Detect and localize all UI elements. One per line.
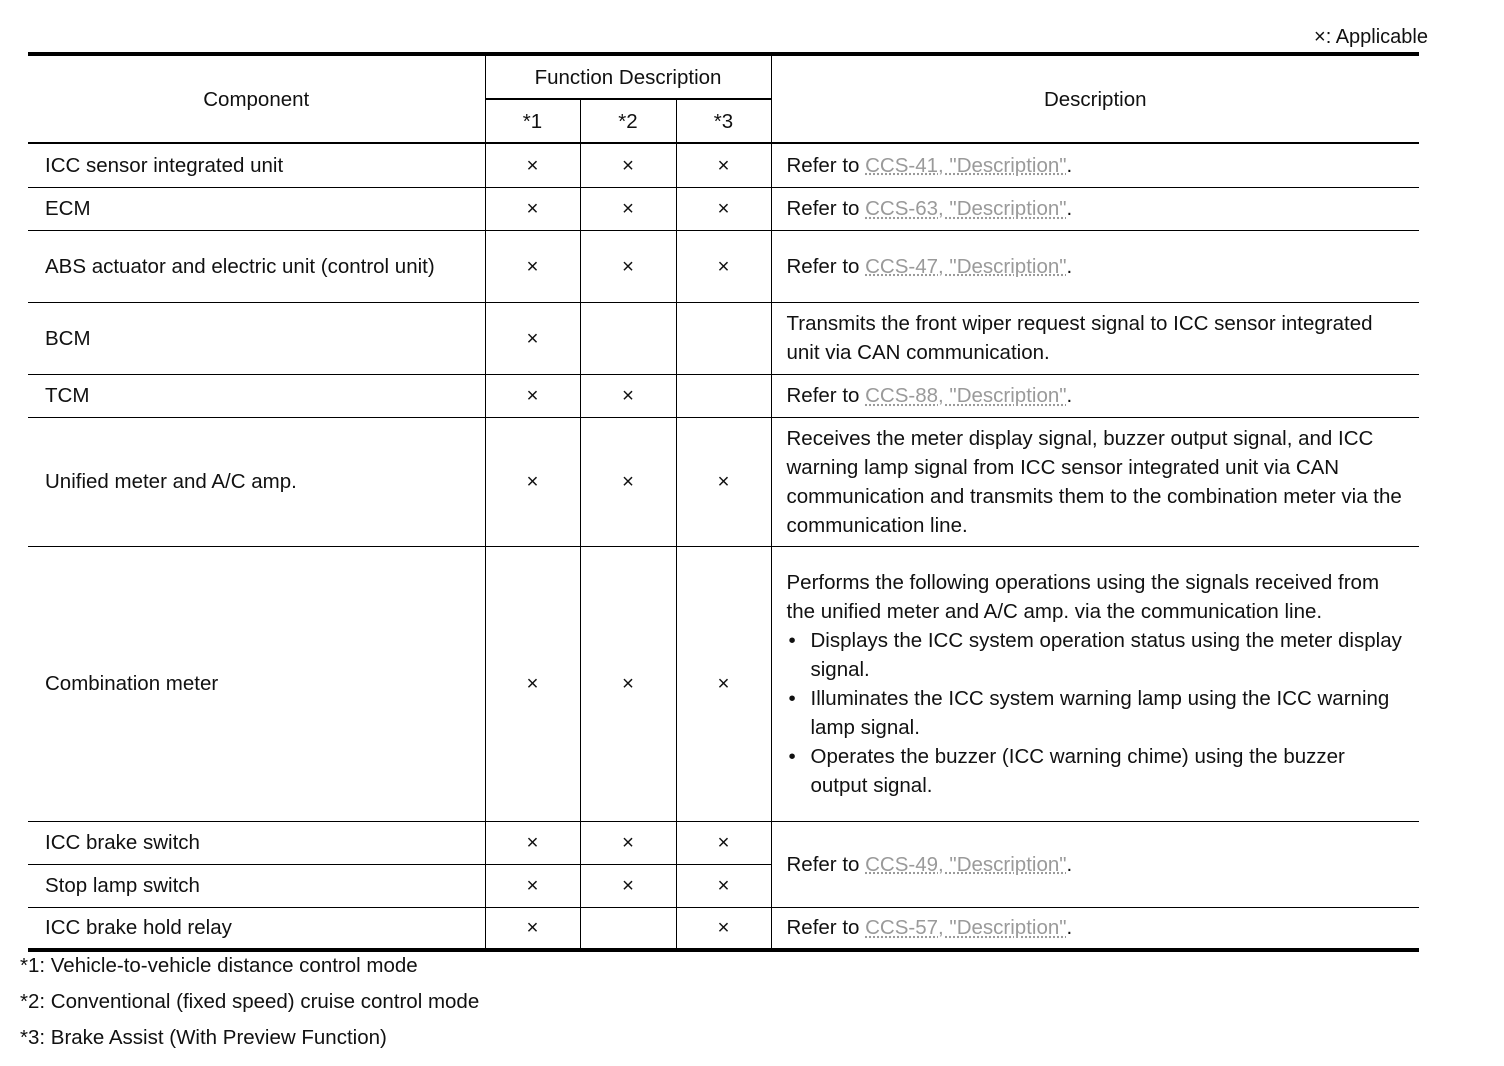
mark-mode-2	[580, 907, 676, 950]
refer-suffix: .	[1066, 852, 1073, 876]
table-row	[28, 230, 1419, 302]
component-name: Combination meter	[28, 546, 485, 821]
mark-mode-3: ×	[676, 907, 771, 950]
footnotes	[20, 952, 479, 1060]
reference-link[interactable]: CCS-63, "Description"	[865, 197, 1067, 220]
component-name: TCM	[28, 374, 485, 417]
table-row	[28, 821, 1419, 864]
mark-mode-1: ×	[485, 821, 580, 864]
table-row	[28, 546, 1419, 821]
header-description: Description	[771, 54, 1419, 143]
mark-mode-2	[580, 302, 676, 374]
mark-mode-3: ×	[676, 821, 771, 864]
row-description	[771, 546, 1419, 821]
row-description: Transmits the front wiper request signal to ICC sensor integrated unit via CAN communication.	[771, 302, 1419, 374]
refer-prefix: Refer to	[786, 916, 866, 940]
component-name: ICC brake switch	[28, 821, 485, 864]
mark-mode-3: ×	[676, 417, 771, 546]
mark-mode-1: ×	[485, 546, 580, 821]
mark-mode-2: ×	[580, 821, 676, 864]
row-description	[771, 374, 1419, 417]
refer-prefix: Refer to	[786, 384, 866, 407]
refer-suffix: .	[1066, 916, 1073, 940]
component-name: ICC brake hold relay	[28, 907, 485, 950]
table-row	[28, 417, 1419, 546]
reference-link[interactable]: CCS-49, "Description"	[865, 852, 1067, 876]
row-description: Receives the meter display signal, buzzer output signal, and ICC warning lamp signal from ICC sensor integrated unit via CAN communication and transmits them to the combination meter via the communication line.	[771, 417, 1419, 546]
mark-mode-2: ×	[580, 864, 676, 907]
row-description	[771, 187, 1419, 230]
mark-mode-3	[676, 374, 771, 417]
refer-suffix: .	[1066, 197, 1073, 220]
mark-mode-3: ×	[676, 864, 771, 907]
table-row	[28, 302, 1419, 374]
refer-prefix: Refer to	[786, 852, 866, 876]
mark-mode-2: ×	[580, 417, 676, 546]
mark-mode-1: ×	[485, 417, 580, 546]
mark-mode-1: ×	[485, 187, 580, 230]
row-description	[771, 143, 1419, 187]
mark-mode-1: ×	[485, 302, 580, 374]
mark-mode-3: ×	[676, 230, 771, 302]
list-item: • Displays the ICC system operation status using the meter display signal.	[787, 626, 1408, 684]
header-component: Component	[28, 54, 485, 143]
row-description	[771, 230, 1419, 302]
table-row	[28, 907, 1419, 950]
list-item: • Illuminates the ICC system warning lamp using the ICC warning lamp signal.	[787, 684, 1408, 742]
refer-prefix: Refer to	[786, 153, 866, 177]
mark-mode-2: ×	[580, 374, 676, 417]
row-description	[771, 821, 1419, 907]
component-name: BCM	[28, 302, 485, 374]
header-mode-3: *3	[676, 99, 771, 143]
refer-suffix: .	[1066, 254, 1073, 278]
reference-link[interactable]: CCS-41, "Description"	[865, 153, 1067, 177]
mark-mode-1: ×	[485, 907, 580, 950]
mark-mode-3: ×	[676, 187, 771, 230]
reference-link[interactable]: CCS-88, "Description"	[865, 384, 1067, 407]
mark-mode-3: ×	[676, 546, 771, 821]
component-name: ABS actuator and electric unit (control unit)	[28, 230, 485, 302]
mark-mode-2: ×	[580, 230, 676, 302]
header-function-description: Function Description	[485, 54, 771, 99]
mark-mode-1: ×	[485, 230, 580, 302]
component-name: Stop lamp switch	[28, 864, 485, 907]
table-row	[28, 187, 1419, 230]
mark-mode-1: ×	[485, 864, 580, 907]
header-mode-1: *1	[485, 99, 580, 143]
component-name: ECM	[28, 187, 485, 230]
mark-mode-2: ×	[580, 143, 676, 187]
mark-mode-1: ×	[485, 143, 580, 187]
component-table	[28, 52, 1419, 952]
mark-mode-3: ×	[676, 143, 771, 187]
row-description	[771, 907, 1419, 950]
reference-link[interactable]: CCS-57, "Description"	[865, 916, 1067, 940]
refer-suffix: .	[1066, 384, 1073, 407]
table-row	[28, 143, 1419, 187]
description-text: Performs the following operations using the signals received from the unified meter and A/C amp. via the communication line.	[786, 570, 1380, 623]
component-name: Unified meter and A/C amp.	[28, 417, 485, 546]
reference-link[interactable]: CCS-47, "Description"	[865, 254, 1067, 278]
mark-mode-1: ×	[485, 374, 580, 417]
table-row	[28, 374, 1419, 417]
footnote: *3: Brake Assist (With Preview Function)	[20, 1026, 387, 1049]
applicable-legend: ×: Applicable	[1314, 26, 1428, 48]
footnote: *2: Conventional (fixed speed) cruise control mode	[20, 990, 480, 1013]
component-name: ICC sensor integrated unit	[28, 143, 485, 187]
mark-mode-2: ×	[580, 546, 676, 821]
mark-mode-2: ×	[580, 187, 676, 230]
header-mode-2: *2	[580, 99, 676, 143]
refer-suffix: .	[1066, 153, 1073, 177]
bullet-list	[787, 626, 1408, 800]
refer-prefix: Refer to	[786, 197, 866, 220]
mark-mode-3	[676, 302, 771, 374]
footnote: *1: Vehicle-to-vehicle distance control mode	[20, 954, 418, 977]
list-item: • Operates the buzzer (ICC warning chime) using the buzzer output signal.	[787, 742, 1408, 800]
refer-prefix: Refer to	[786, 254, 866, 278]
